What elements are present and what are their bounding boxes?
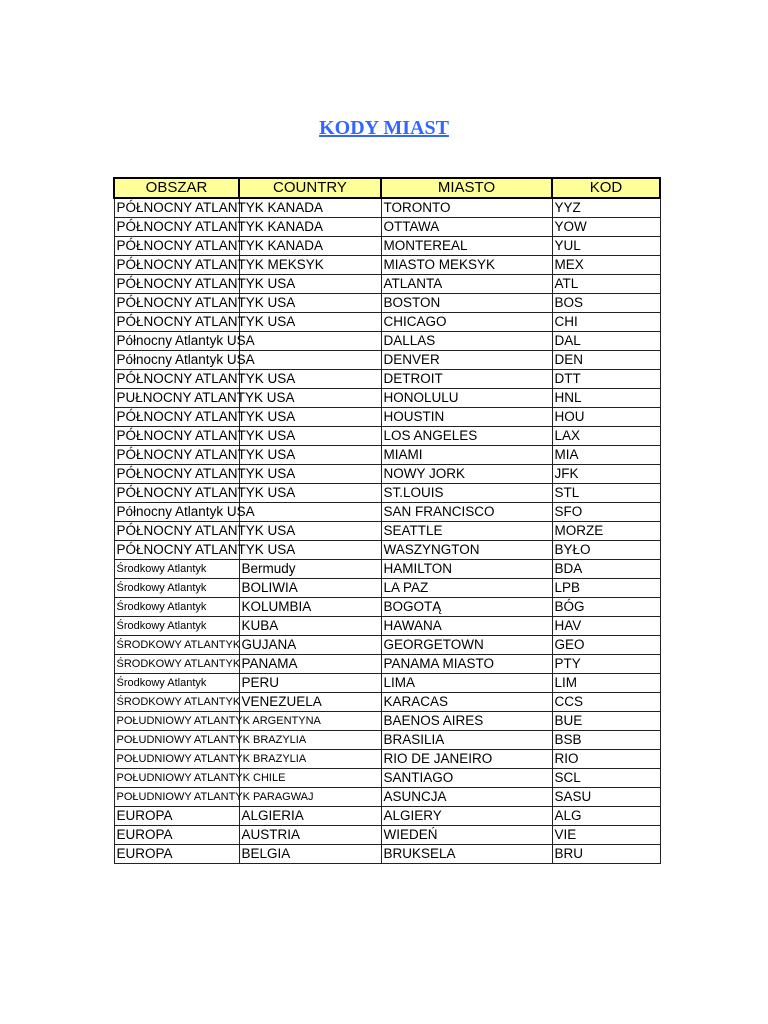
cell-kod: LAX	[552, 427, 660, 446]
cell-obszar: PUŁNOCNY ATLANTYK USA	[114, 389, 239, 408]
cell-obszar: PÓŁNOCNY ATLANTYK USA	[114, 313, 239, 332]
cell-country	[239, 351, 381, 370]
table-row	[114, 465, 660, 484]
cell-country: Bermudy	[239, 560, 381, 579]
cell-kod: SASU	[552, 788, 660, 807]
table-header-row	[114, 178, 660, 198]
table-row	[114, 636, 660, 655]
table-row	[114, 826, 660, 845]
cell-miasto: DENVER	[381, 351, 552, 370]
cell-kod: YOW	[552, 218, 660, 237]
cell-kod: STL	[552, 484, 660, 503]
cell-obszar: PÓŁNOCNY ATLANTYK USA	[114, 522, 239, 541]
cell-obszar: POŁUDNIOWY ATLANTYK ARGENTYNA	[114, 712, 239, 731]
table-row	[114, 332, 660, 351]
table-row	[114, 522, 660, 541]
table-row	[114, 275, 660, 294]
cell-obszar: PÓŁNOCNY ATLANTYK USA	[114, 446, 239, 465]
cell-obszar: POŁUDNIOWY ATLANTYK BRAZYLIA	[114, 750, 239, 769]
header-kod: KOD	[552, 178, 660, 198]
cell-country: AUSTRIA	[239, 826, 381, 845]
cell-miasto: BAENOS AIRES	[381, 712, 552, 731]
cell-miasto: MONTEREAL	[381, 237, 552, 256]
page-title: KODY MIAST	[319, 117, 449, 139]
cell-obszar: Środkowy Atlantyk	[114, 598, 239, 617]
cell-miasto: DETROIT	[381, 370, 552, 389]
cell-miasto: BOGOTĄ	[381, 598, 552, 617]
table-row	[114, 351, 660, 370]
cell-kod: JFK	[552, 465, 660, 484]
table-row	[114, 389, 660, 408]
cell-miasto: TORONTO	[381, 198, 552, 218]
cell-country	[239, 503, 381, 522]
cell-miasto: ATLANTA	[381, 275, 552, 294]
cell-obszar: EUROPA	[114, 826, 239, 845]
table-row	[114, 674, 660, 693]
table-row	[114, 294, 660, 313]
cell-kod: SFO	[552, 503, 660, 522]
cell-kod: DAL	[552, 332, 660, 351]
cell-miasto: HAMILTON	[381, 560, 552, 579]
cell-kod: DEN	[552, 351, 660, 370]
cell-country: PANAMA	[239, 655, 381, 674]
cell-country: VENEZUELA	[239, 693, 381, 712]
table-row	[114, 198, 660, 218]
table-row	[114, 218, 660, 237]
cell-obszar: Środkowy Atlantyk	[114, 579, 239, 598]
table-row	[114, 256, 660, 275]
cell-country: BELGIA	[239, 845, 381, 864]
cell-kod: HNL	[552, 389, 660, 408]
table-row	[114, 712, 660, 731]
table-row	[114, 693, 660, 712]
cell-kod: PTY	[552, 655, 660, 674]
cell-kod: CCS	[552, 693, 660, 712]
table-row	[114, 617, 660, 636]
table-row	[114, 313, 660, 332]
cell-kod: GEO	[552, 636, 660, 655]
cell-kod: MEX	[552, 256, 660, 275]
cell-kod: BÓG	[552, 598, 660, 617]
cell-obszar: PÓŁNOCNY ATLANTYK KANADA	[114, 218, 239, 237]
cell-miasto: GEORGETOWN	[381, 636, 552, 655]
cell-country: KUBA	[239, 617, 381, 636]
cell-kod: HOU	[552, 408, 660, 427]
header-country: COUNTRY	[239, 178, 381, 198]
cell-country: GUJANA	[239, 636, 381, 655]
cell-obszar: Północny Atlantyk USA	[114, 351, 239, 370]
city-codes-table	[113, 177, 661, 864]
cell-miasto: OTTAWA	[381, 218, 552, 237]
cell-kod: LIM	[552, 674, 660, 693]
cell-kod: BUE	[552, 712, 660, 731]
cell-obszar: PÓŁNOCNY ATLANTYK KANADA	[114, 237, 239, 256]
cell-miasto: BRUKSELA	[381, 845, 552, 864]
cell-obszar: PÓŁNOCNY ATLANTYK USA	[114, 408, 239, 427]
cell-obszar: PÓŁNOCNY ATLANTYK KANADA	[114, 198, 239, 218]
cell-miasto: ASUNCJA	[381, 788, 552, 807]
cell-miasto: SAN FRANCISCO	[381, 503, 552, 522]
cell-obszar: ŚRODKOWY ATLANTYK	[114, 655, 239, 674]
cell-kod: ATL	[552, 275, 660, 294]
table-row	[114, 788, 660, 807]
table-row	[114, 237, 660, 256]
header-obszar: OBSZAR	[114, 178, 239, 198]
cell-miasto: NOWY JORK	[381, 465, 552, 484]
table-row	[114, 408, 660, 427]
cell-miasto: ALGIERY	[381, 807, 552, 826]
table-row	[114, 579, 660, 598]
cell-obszar: Środkowy Atlantyk	[114, 560, 239, 579]
cell-country: KOLUMBIA	[239, 598, 381, 617]
cell-kod: BOS	[552, 294, 660, 313]
cell-country: BOLIWIA	[239, 579, 381, 598]
cell-miasto: HOUSTIN	[381, 408, 552, 427]
cell-country: ALGIERIA	[239, 807, 381, 826]
table-row	[114, 560, 660, 579]
cell-kod: CHI	[552, 313, 660, 332]
table-row	[114, 845, 660, 864]
cell-kod: ALG	[552, 807, 660, 826]
table-row	[114, 446, 660, 465]
cell-miasto: LA PAZ	[381, 579, 552, 598]
table-row	[114, 655, 660, 674]
cell-miasto: MIASTO MEKSYK	[381, 256, 552, 275]
cell-kod: HAV	[552, 617, 660, 636]
table-row	[114, 427, 660, 446]
cell-obszar: PÓŁNOCNY ATLANTYK USA	[114, 370, 239, 389]
cell-miasto: HAWANA	[381, 617, 552, 636]
cell-kod: BDA	[552, 560, 660, 579]
cell-country: PERU	[239, 674, 381, 693]
cell-kod: YUL	[552, 237, 660, 256]
cell-obszar: EUROPA	[114, 845, 239, 864]
cell-obszar: PÓŁNOCNY ATLANTYK MEKSYK	[114, 256, 239, 275]
cell-kod: RIO	[552, 750, 660, 769]
cell-obszar: ŚRODKOWY ATLANTYK	[114, 636, 239, 655]
table-row	[114, 484, 660, 503]
table-row	[114, 807, 660, 826]
cell-country	[239, 332, 381, 351]
cell-miasto: PANAMA MIASTO	[381, 655, 552, 674]
cell-miasto: LIMA	[381, 674, 552, 693]
cell-obszar: PÓŁNOCNY ATLANTYK USA	[114, 275, 239, 294]
cell-miasto: SEATTLE	[381, 522, 552, 541]
cell-obszar: PÓŁNOCNY ATLANTYK USA	[114, 465, 239, 484]
cell-obszar: PÓŁNOCNY ATLANTYK USA	[114, 427, 239, 446]
cell-miasto: SANTIAGO	[381, 769, 552, 788]
cell-miasto: HONOLULU	[381, 389, 552, 408]
table-row	[114, 541, 660, 560]
cell-obszar: Północny Atlantyk USA	[114, 332, 239, 351]
cell-miasto: WIEDEŃ	[381, 826, 552, 845]
cell-miasto: KARACAS	[381, 693, 552, 712]
cell-obszar: POŁUDNIOWY ATLANTYK BRAZYLIA	[114, 731, 239, 750]
cell-obszar: Środkowy Atlantyk	[114, 617, 239, 636]
table-row	[114, 370, 660, 389]
header-miasto: MIASTO	[381, 178, 552, 198]
cell-kod: BSB	[552, 731, 660, 750]
cell-obszar: PÓŁNOCNY ATLANTYK USA	[114, 294, 239, 313]
cell-obszar: PÓŁNOCNY ATLANTYK USA	[114, 541, 239, 560]
cell-miasto: RIO DE JANEIRO	[381, 750, 552, 769]
cell-kod: BRU	[552, 845, 660, 864]
table-row	[114, 503, 660, 522]
cell-kod: DTT	[552, 370, 660, 389]
cell-obszar: Środkowy Atlantyk	[114, 674, 239, 693]
cell-obszar: ŚRODKOWY ATLANTYK	[114, 693, 239, 712]
cell-kod: MORZE	[552, 522, 660, 541]
cell-kod: LPB	[552, 579, 660, 598]
cell-obszar: PÓŁNOCNY ATLANTYK USA	[114, 484, 239, 503]
cell-miasto: LOS ANGELES	[381, 427, 552, 446]
cell-miasto: DALLAS	[381, 332, 552, 351]
table-row	[114, 769, 660, 788]
cell-kod: SCL	[552, 769, 660, 788]
table-row	[114, 731, 660, 750]
cell-miasto: CHICAGO	[381, 313, 552, 332]
cell-kod: MIA	[552, 446, 660, 465]
cell-obszar: Północny Atlantyk USA	[114, 503, 239, 522]
cell-obszar: EUROPA	[114, 807, 239, 826]
cell-miasto: ST.LOUIS	[381, 484, 552, 503]
table-row	[114, 598, 660, 617]
cell-miasto: BRASILIA	[381, 731, 552, 750]
cell-miasto: MIAMI	[381, 446, 552, 465]
cell-kod: VIE	[552, 826, 660, 845]
cell-kod: BYŁO	[552, 541, 660, 560]
cell-obszar: POŁUDNIOWY ATLANTYK PARAGWAJ	[114, 788, 239, 807]
table-row	[114, 750, 660, 769]
cell-miasto: BOSTON	[381, 294, 552, 313]
cell-kod: YYZ	[552, 198, 660, 218]
cell-miasto: WASZYNGTON	[381, 541, 552, 560]
cell-obszar: POŁUDNIOWY ATLANTYK CHILE	[114, 769, 239, 788]
